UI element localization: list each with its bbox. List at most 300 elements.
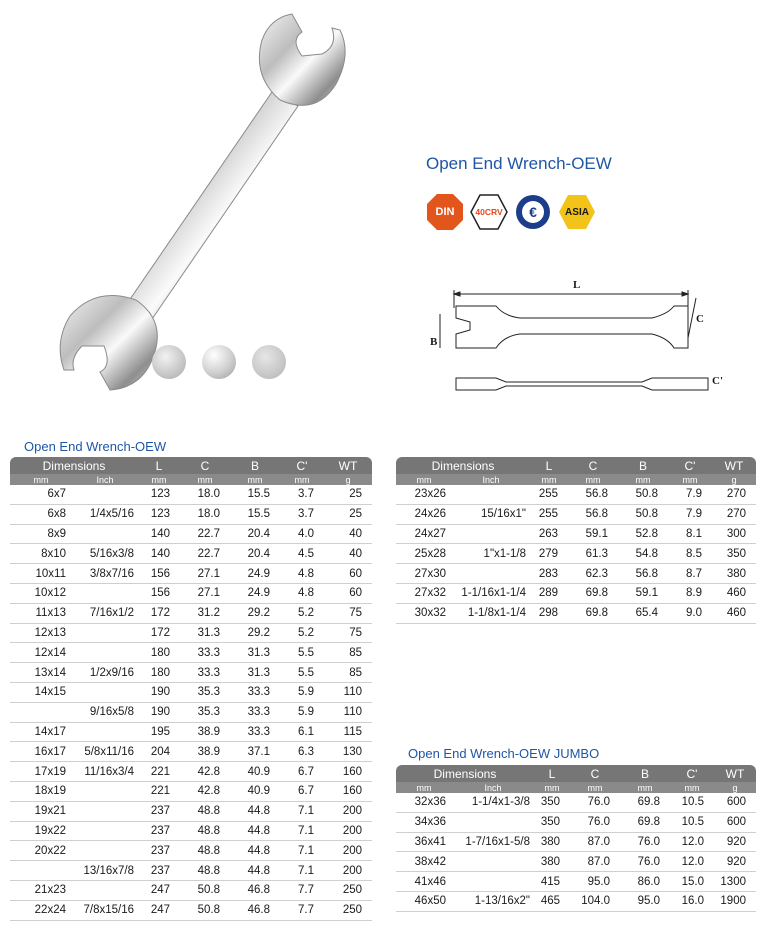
unit-L-mm: mm bbox=[138, 474, 180, 485]
cell-width-C: 76.0 bbox=[570, 793, 620, 812]
table-row bbox=[10, 504, 372, 524]
table-row bbox=[10, 742, 372, 762]
cell-width-C: 87.0 bbox=[570, 832, 620, 852]
finish-swatch-mirror bbox=[202, 345, 236, 379]
cell-thickness-C-prime: 7.1 bbox=[280, 801, 324, 821]
40crv-hexagon-icon bbox=[470, 193, 508, 231]
cell-thickness-C-prime: 7.1 bbox=[280, 861, 324, 881]
cell-thickness-C-prime: 7.7 bbox=[280, 880, 324, 900]
cell-width-B: 20.4 bbox=[230, 524, 280, 544]
cell-thickness-C-prime: 12.0 bbox=[670, 852, 714, 872]
cell-weight-WT: 60 bbox=[324, 564, 372, 584]
cell-width-B: 69.8 bbox=[620, 793, 670, 812]
cell-weight-WT: 200 bbox=[324, 801, 372, 821]
cell-thickness-C-prime: 5.2 bbox=[280, 603, 324, 623]
cell-weight-WT: 1900 bbox=[714, 891, 756, 911]
cell-width-B: 44.8 bbox=[230, 801, 280, 821]
cell-width-C: 69.8 bbox=[568, 603, 618, 623]
cell-length-L: 247 bbox=[138, 900, 180, 920]
cell-thickness-C-prime: 8.7 bbox=[668, 564, 712, 584]
cell-weight-WT: 380 bbox=[712, 564, 756, 584]
cell-size-mm: 46x50 bbox=[396, 891, 452, 911]
spec-table-jumbo-body bbox=[396, 793, 756, 911]
cell-length-L: 237 bbox=[138, 801, 180, 821]
cell-size-inch bbox=[72, 682, 138, 702]
cell-weight-WT: 920 bbox=[714, 852, 756, 872]
unit-B-mm: mm bbox=[618, 474, 668, 485]
cell-thickness-C-prime: 5.5 bbox=[280, 663, 324, 683]
unit-mm: mm bbox=[396, 782, 452, 793]
cell-size-inch: 11/16x3/4 bbox=[72, 762, 138, 782]
cell-width-B: 76.0 bbox=[620, 852, 670, 872]
cell-size-inch bbox=[452, 872, 534, 892]
cell-length-L: 350 bbox=[534, 793, 570, 812]
cell-size-inch bbox=[452, 524, 530, 544]
cell-size-inch: 1"x1-1/8 bbox=[452, 544, 530, 564]
cell-width-C: 48.8 bbox=[180, 801, 230, 821]
cell-size-inch: 1-13/16x2" bbox=[452, 891, 534, 911]
cell-width-C: 33.3 bbox=[180, 663, 230, 683]
cell-width-B: 44.8 bbox=[230, 821, 280, 841]
cell-width-C: 87.0 bbox=[570, 852, 620, 872]
cell-width-C: 35.3 bbox=[180, 702, 230, 722]
cell-weight-WT: 200 bbox=[324, 841, 372, 861]
cell-size-mm: 8x10 bbox=[10, 544, 72, 564]
table-row bbox=[10, 781, 372, 801]
finish-swatch-satin bbox=[152, 345, 186, 379]
cell-weight-WT: 200 bbox=[324, 861, 372, 881]
unit-Cp-mm: mm bbox=[280, 474, 324, 485]
cell-width-C: 35.3 bbox=[180, 682, 230, 702]
cell-size-inch: 1-7/16x1-5/8 bbox=[452, 832, 534, 852]
cell-size-mm: 32x36 bbox=[396, 793, 452, 812]
cell-size-mm bbox=[10, 702, 72, 722]
header-C-prime: C' bbox=[668, 457, 712, 474]
cell-length-L: 123 bbox=[138, 485, 180, 504]
cell-size-inch: 15/16x1" bbox=[452, 504, 530, 524]
cell-size-mm: 24x27 bbox=[396, 524, 452, 544]
table-row bbox=[10, 702, 372, 722]
cell-width-C: 56.8 bbox=[568, 504, 618, 524]
cell-size-inch bbox=[452, 812, 534, 832]
cell-width-B: 46.8 bbox=[230, 900, 280, 920]
cell-size-mm: 20x22 bbox=[10, 841, 72, 861]
table-row bbox=[10, 841, 372, 861]
cell-weight-WT: 110 bbox=[324, 702, 372, 722]
cell-width-C: 33.3 bbox=[180, 643, 230, 663]
table-row bbox=[10, 880, 372, 900]
unit-inch: Inch bbox=[72, 474, 138, 485]
cell-weight-WT: 110 bbox=[324, 682, 372, 702]
table-row bbox=[396, 544, 756, 564]
cell-width-C: 38.9 bbox=[180, 722, 230, 742]
cell-size-inch bbox=[72, 880, 138, 900]
table-row bbox=[10, 682, 372, 702]
cell-size-inch bbox=[452, 852, 534, 872]
cell-width-C: 48.8 bbox=[180, 861, 230, 881]
jumbo-table-title: Open End Wrench-OEW JUMBO bbox=[408, 746, 600, 761]
cell-size-inch bbox=[72, 821, 138, 841]
cell-weight-WT: 130 bbox=[324, 742, 372, 762]
cell-thickness-C-prime: 3.7 bbox=[280, 504, 324, 524]
cell-width-C: 27.1 bbox=[180, 583, 230, 603]
header-dimensions: Dimensions bbox=[10, 457, 138, 474]
cell-length-L: 255 bbox=[530, 485, 568, 504]
cell-length-L: 156 bbox=[138, 564, 180, 584]
wrench-dimension-diagram bbox=[420, 272, 720, 362]
cell-width-B: 40.9 bbox=[230, 762, 280, 782]
cell-size-mm: 27x32 bbox=[396, 583, 452, 603]
spec-table-continued-body bbox=[396, 485, 756, 623]
din-label: DIN bbox=[435, 206, 455, 218]
cell-thickness-C-prime: 7.1 bbox=[280, 821, 324, 841]
cell-size-inch bbox=[72, 623, 138, 643]
cell-size-mm: 13x14 bbox=[10, 663, 72, 683]
cell-size-inch: 1-1/8x1-1/4 bbox=[452, 603, 530, 623]
cell-size-mm: 17x19 bbox=[10, 762, 72, 782]
cell-size-mm bbox=[10, 861, 72, 881]
cell-size-inch: 1/4x5/16 bbox=[72, 504, 138, 524]
cell-size-mm: 6x7 bbox=[10, 485, 72, 504]
cell-size-inch bbox=[72, 485, 138, 504]
cell-weight-WT: 40 bbox=[324, 524, 372, 544]
spec-table-continued bbox=[396, 457, 756, 624]
cell-width-C: 38.9 bbox=[180, 742, 230, 762]
header-L: L bbox=[534, 765, 570, 782]
unit-Cp-mm: mm bbox=[670, 782, 714, 793]
cell-thickness-C-prime: 10.5 bbox=[670, 812, 714, 832]
cell-length-L: 350 bbox=[534, 812, 570, 832]
din-octagon-icon bbox=[426, 193, 464, 231]
cell-weight-WT: 1300 bbox=[714, 872, 756, 892]
cell-thickness-C-prime: 8.5 bbox=[668, 544, 712, 564]
cell-width-B: 50.8 bbox=[618, 504, 668, 524]
cell-width-B: 31.3 bbox=[230, 643, 280, 663]
table-row bbox=[396, 504, 756, 524]
header-B: B bbox=[230, 457, 280, 474]
spec-table-main-body bbox=[10, 485, 372, 920]
cell-length-L: 221 bbox=[138, 781, 180, 801]
unit-inch: Inch bbox=[452, 474, 530, 485]
cell-width-C: 48.8 bbox=[180, 841, 230, 861]
cell-width-C: 42.8 bbox=[180, 781, 230, 801]
cell-width-C: 22.7 bbox=[180, 544, 230, 564]
cell-size-mm: 11x13 bbox=[10, 603, 72, 623]
cell-width-B: 33.3 bbox=[230, 722, 280, 742]
cell-width-C: 56.8 bbox=[568, 485, 618, 504]
cell-weight-WT: 25 bbox=[324, 504, 372, 524]
cell-weight-WT: 270 bbox=[712, 504, 756, 524]
cell-size-inch: 5/16x3/8 bbox=[72, 544, 138, 564]
cell-width-C: 22.7 bbox=[180, 524, 230, 544]
table-row bbox=[396, 524, 756, 544]
cell-weight-WT: 40 bbox=[324, 544, 372, 564]
cell-size-mm: 25x28 bbox=[396, 544, 452, 564]
cell-width-B: 50.8 bbox=[618, 485, 668, 504]
cell-width-B: 29.2 bbox=[230, 623, 280, 643]
unit-WT-g: g bbox=[324, 474, 372, 485]
cell-thickness-C-prime: 4.0 bbox=[280, 524, 324, 544]
unit-L-mm: mm bbox=[534, 782, 570, 793]
cell-size-inch bbox=[72, 801, 138, 821]
cell-size-inch: 1-1/4x1-3/8 bbox=[452, 793, 534, 812]
unit-inch: Inch bbox=[452, 782, 534, 793]
table-row bbox=[10, 663, 372, 683]
cell-thickness-C-prime: 4.8 bbox=[280, 583, 324, 603]
cell-thickness-C-prime: 6.3 bbox=[280, 742, 324, 762]
cell-length-L: 465 bbox=[534, 891, 570, 911]
cell-length-L: 415 bbox=[534, 872, 570, 892]
cell-size-inch: 3/8x7/16 bbox=[72, 564, 138, 584]
cell-size-mm: 38x42 bbox=[396, 852, 452, 872]
cell-weight-WT: 600 bbox=[714, 812, 756, 832]
cell-size-mm: 30x32 bbox=[396, 603, 452, 623]
header-dimensions: Dimensions bbox=[396, 457, 530, 474]
cell-length-L: 190 bbox=[138, 702, 180, 722]
cell-width-B: 52.8 bbox=[618, 524, 668, 544]
cell-width-B: 37.1 bbox=[230, 742, 280, 762]
table-row bbox=[10, 564, 372, 584]
cell-thickness-C-prime: 5.2 bbox=[280, 623, 324, 643]
cell-size-inch: 1-1/16x1-1/4 bbox=[452, 583, 530, 603]
label-L: L bbox=[573, 279, 581, 291]
cell-size-inch: 9/16x5/8 bbox=[72, 702, 138, 722]
cell-length-L: 190 bbox=[138, 682, 180, 702]
header-dimensions: Dimensions bbox=[396, 765, 534, 782]
cell-width-B: 31.3 bbox=[230, 663, 280, 683]
cell-length-L: 221 bbox=[138, 762, 180, 782]
cell-width-C: 18.0 bbox=[180, 485, 230, 504]
euro-circle-icon bbox=[514, 193, 552, 231]
cell-width-B: 15.5 bbox=[230, 485, 280, 504]
unit-mm: mm bbox=[396, 474, 452, 485]
cell-size-mm: 22x24 bbox=[10, 900, 72, 920]
table-row bbox=[396, 812, 756, 832]
cell-width-C: 59.1 bbox=[568, 524, 618, 544]
cell-width-B: 15.5 bbox=[230, 504, 280, 524]
cell-thickness-C-prime: 5.5 bbox=[280, 643, 324, 663]
cell-weight-WT: 60 bbox=[324, 583, 372, 603]
cell-weight-WT: 160 bbox=[324, 781, 372, 801]
cell-size-mm: 14x17 bbox=[10, 722, 72, 742]
cell-width-B: 44.8 bbox=[230, 861, 280, 881]
table-row bbox=[10, 900, 372, 920]
cell-size-inch bbox=[72, 841, 138, 861]
table-row bbox=[396, 832, 756, 852]
cell-length-L: 298 bbox=[530, 603, 568, 623]
certification-badges bbox=[426, 193, 596, 231]
label-C-prime: C' bbox=[712, 375, 723, 387]
cell-size-mm: 36x41 bbox=[396, 832, 452, 852]
header-WT: WT bbox=[712, 457, 756, 474]
cell-thickness-C-prime: 8.9 bbox=[668, 583, 712, 603]
header-L: L bbox=[138, 457, 180, 474]
header-C: C bbox=[570, 765, 620, 782]
unit-B-mm: mm bbox=[620, 782, 670, 793]
table-row bbox=[396, 485, 756, 504]
cell-width-B: 24.9 bbox=[230, 564, 280, 584]
cell-thickness-C-prime: 8.1 bbox=[668, 524, 712, 544]
cell-length-L: 204 bbox=[138, 742, 180, 762]
cell-size-mm: 18x19 bbox=[10, 781, 72, 801]
cell-size-mm: 14x15 bbox=[10, 682, 72, 702]
cell-weight-WT: 25 bbox=[324, 485, 372, 504]
cell-width-C: 18.0 bbox=[180, 504, 230, 524]
unit-B-mm: mm bbox=[230, 474, 280, 485]
cell-size-inch bbox=[72, 583, 138, 603]
cell-thickness-C-prime: 10.5 bbox=[670, 793, 714, 812]
table-row bbox=[10, 762, 372, 782]
unit-WT-g: g bbox=[712, 474, 756, 485]
cell-width-B: 44.8 bbox=[230, 841, 280, 861]
cell-width-C: 76.0 bbox=[570, 812, 620, 832]
asia-hexagon-icon bbox=[558, 193, 596, 231]
spec-table-main bbox=[10, 457, 372, 921]
euro-label: € bbox=[529, 204, 537, 220]
cell-width-B: 86.0 bbox=[620, 872, 670, 892]
cell-length-L: 140 bbox=[138, 544, 180, 564]
table-row bbox=[396, 852, 756, 872]
cell-thickness-C-prime: 5.9 bbox=[280, 682, 324, 702]
cell-width-C: 104.0 bbox=[570, 891, 620, 911]
cell-thickness-C-prime: 4.5 bbox=[280, 544, 324, 564]
cell-weight-WT: 250 bbox=[324, 900, 372, 920]
cell-width-C: 42.8 bbox=[180, 762, 230, 782]
table-row bbox=[10, 544, 372, 564]
table-row bbox=[10, 623, 372, 643]
cell-length-L: 140 bbox=[138, 524, 180, 544]
cell-width-B: 69.8 bbox=[620, 812, 670, 832]
cell-length-L: 289 bbox=[530, 583, 568, 603]
cell-length-L: 283 bbox=[530, 564, 568, 584]
cell-size-inch: 7/16x1/2 bbox=[72, 603, 138, 623]
cell-thickness-C-prime: 16.0 bbox=[670, 891, 714, 911]
header-WT: WT bbox=[324, 457, 372, 474]
table-row bbox=[10, 861, 372, 881]
cell-length-L: 237 bbox=[138, 861, 180, 881]
cell-length-L: 247 bbox=[138, 880, 180, 900]
cell-size-inch bbox=[72, 643, 138, 663]
table-row bbox=[10, 722, 372, 742]
cell-width-B: 95.0 bbox=[620, 891, 670, 911]
cell-size-inch bbox=[452, 485, 530, 504]
cell-size-mm: 16x17 bbox=[10, 742, 72, 762]
cell-width-B: 56.8 bbox=[618, 564, 668, 584]
table-row bbox=[10, 643, 372, 663]
unit-WT-g: g bbox=[714, 782, 756, 793]
cell-width-C: 48.8 bbox=[180, 821, 230, 841]
cell-length-L: 180 bbox=[138, 643, 180, 663]
product-title: Open End Wrench-OEW bbox=[426, 154, 612, 173]
cell-thickness-C-prime: 6.7 bbox=[280, 762, 324, 782]
wrench-product-photo bbox=[40, 10, 370, 400]
wrench-side-diagram bbox=[420, 368, 720, 398]
unit-mm: mm bbox=[10, 474, 72, 485]
label-C: C bbox=[696, 313, 704, 325]
cell-size-inch: 1/2x9/16 bbox=[72, 663, 138, 683]
cell-width-B: 33.3 bbox=[230, 682, 280, 702]
cell-width-B: 33.3 bbox=[230, 702, 280, 722]
table-row bbox=[10, 583, 372, 603]
cell-size-mm: 12x14 bbox=[10, 643, 72, 663]
cell-length-L: 156 bbox=[138, 583, 180, 603]
table-row bbox=[10, 603, 372, 623]
cell-size-inch: 13/16x7/8 bbox=[72, 861, 138, 881]
cell-length-L: 279 bbox=[530, 544, 568, 564]
cell-width-C: 50.8 bbox=[180, 900, 230, 920]
cell-length-L: 380 bbox=[534, 852, 570, 872]
cell-thickness-C-prime: 9.0 bbox=[668, 603, 712, 623]
cell-thickness-C-prime: 7.1 bbox=[280, 841, 324, 861]
cell-size-mm: 34x36 bbox=[396, 812, 452, 832]
cell-width-B: 24.9 bbox=[230, 583, 280, 603]
finish-swatch-matte bbox=[252, 345, 286, 379]
cell-width-C: 62.3 bbox=[568, 564, 618, 584]
header-C: C bbox=[568, 457, 618, 474]
cell-width-C: 69.8 bbox=[568, 583, 618, 603]
cell-size-inch: 7/8x15/16 bbox=[72, 900, 138, 920]
cell-thickness-C-prime: 3.7 bbox=[280, 485, 324, 504]
cell-size-mm: 12x13 bbox=[10, 623, 72, 643]
cell-size-inch bbox=[72, 524, 138, 544]
table-row bbox=[396, 872, 756, 892]
cell-size-mm: 23x26 bbox=[396, 485, 452, 504]
cell-size-mm: 8x9 bbox=[10, 524, 72, 544]
asia-label: ASIA bbox=[565, 206, 589, 218]
header-WT: WT bbox=[714, 765, 756, 782]
cell-weight-WT: 85 bbox=[324, 643, 372, 663]
cell-length-L: 237 bbox=[138, 841, 180, 861]
cell-width-C: 50.8 bbox=[180, 880, 230, 900]
cell-weight-WT: 920 bbox=[714, 832, 756, 852]
cell-width-C: 27.1 bbox=[180, 564, 230, 584]
unit-Cp-mm: mm bbox=[668, 474, 712, 485]
cell-length-L: 123 bbox=[138, 504, 180, 524]
cell-width-C: 95.0 bbox=[570, 872, 620, 892]
table-row bbox=[10, 821, 372, 841]
cell-size-inch bbox=[72, 722, 138, 742]
cell-width-C: 31.3 bbox=[180, 623, 230, 643]
table-row bbox=[396, 583, 756, 603]
cell-width-B: 29.2 bbox=[230, 603, 280, 623]
table-row bbox=[396, 891, 756, 911]
table-row bbox=[10, 485, 372, 504]
cell-length-L: 195 bbox=[138, 722, 180, 742]
cell-thickness-C-prime: 6.1 bbox=[280, 722, 324, 742]
cell-weight-WT: 85 bbox=[324, 663, 372, 683]
cell-size-mm: 10x11 bbox=[10, 564, 72, 584]
cell-weight-WT: 460 bbox=[712, 583, 756, 603]
cell-thickness-C-prime: 7.7 bbox=[280, 900, 324, 920]
label-B: B bbox=[430, 336, 438, 348]
cell-size-mm: 41x46 bbox=[396, 872, 452, 892]
cell-width-C: 31.2 bbox=[180, 603, 230, 623]
header-C: C bbox=[180, 457, 230, 474]
cell-length-L: 255 bbox=[530, 504, 568, 524]
table-row bbox=[396, 793, 756, 812]
cell-thickness-C-prime: 4.8 bbox=[280, 564, 324, 584]
unit-C-mm: mm bbox=[180, 474, 230, 485]
cell-weight-WT: 115 bbox=[324, 722, 372, 742]
cell-weight-WT: 460 bbox=[712, 603, 756, 623]
header-B: B bbox=[620, 765, 670, 782]
cell-width-B: 54.8 bbox=[618, 544, 668, 564]
main-table-title: Open End Wrench-OEW bbox=[24, 439, 167, 454]
cell-thickness-C-prime: 7.9 bbox=[668, 485, 712, 504]
cell-size-inch: 5/8x11/16 bbox=[72, 742, 138, 762]
cell-length-L: 380 bbox=[534, 832, 570, 852]
cell-thickness-C-prime: 5.9 bbox=[280, 702, 324, 722]
